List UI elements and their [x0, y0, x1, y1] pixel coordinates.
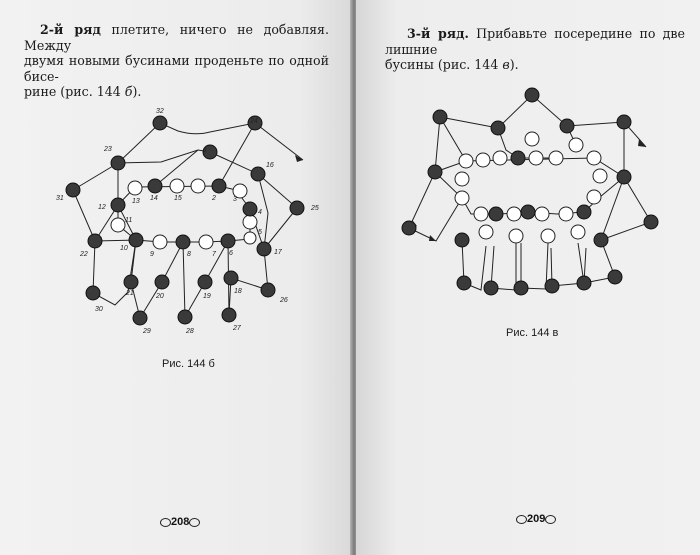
bead-label: 23: [104, 146, 112, 153]
paragraph-line: двумя новыми бусинами проденьте по одной бисе-: [24, 53, 329, 84]
bead-label: 3: [233, 196, 237, 203]
row-heading: 3-й ряд.: [407, 26, 469, 41]
bead-label: 16: [266, 162, 274, 169]
bead-label: 31: [56, 195, 64, 202]
bead-label: 2: [212, 195, 216, 202]
figure-ref: в: [502, 57, 510, 72]
bead-label: 27: [233, 325, 241, 332]
page-number: 209: [516, 513, 556, 525]
bead-label: 22: [80, 251, 88, 258]
figure-caption: Рис. 144 в: [506, 327, 559, 339]
paragraph-line: ).: [132, 84, 142, 99]
bead-label: 17: [274, 249, 282, 256]
ornament-icon: [545, 515, 556, 524]
bead-label: 32: [156, 108, 164, 115]
bead-label: 10: [120, 245, 128, 252]
bead-label: 9: [150, 251, 154, 258]
thread-lines: [409, 95, 651, 290]
bead-label: 11: [125, 217, 133, 224]
paragraph-line: рине (рис. 144: [24, 84, 125, 99]
figure-144v: [356, 0, 700, 555]
bead-label: 28: [186, 328, 194, 335]
bead-label: 7: [212, 251, 216, 258]
ornament-icon: [516, 515, 527, 524]
figure-caption: Рис. 144 б: [162, 358, 215, 370]
right-page: [356, 0, 700, 555]
paragraph-line: ).: [509, 57, 519, 72]
bead-label: 8: [187, 251, 191, 258]
bead-label: 12: [98, 204, 106, 211]
bead-label: 24: [250, 118, 258, 125]
bead-label: 15: [174, 195, 182, 202]
paragraph-line: Прибавьте посередине по две лишние: [385, 26, 685, 57]
bead-label: 18: [234, 288, 242, 295]
row-heading: 2-й ряд: [40, 22, 101, 37]
dark-beads: [66, 116, 304, 325]
bead-label: 5: [258, 229, 262, 236]
bead-label: 4: [258, 209, 262, 216]
ornament-icon: [189, 518, 200, 527]
bead-label: 6: [229, 250, 233, 257]
paragraph-line: плетите, ничего не добавляя. Между: [24, 22, 329, 53]
bead-label: 20: [156, 293, 164, 300]
bead-label: 21: [126, 290, 134, 297]
white-beads: [455, 132, 607, 243]
bead-label: 26: [280, 297, 288, 304]
ornament-icon: [160, 518, 171, 527]
bead-label: 14: [150, 195, 158, 202]
bead-label: 19: [203, 293, 211, 300]
bead-label: 1: [203, 147, 207, 154]
bead-label: 30: [95, 306, 103, 313]
paragraph-line: бусины (рис. 144: [385, 57, 503, 72]
figure-ref: б: [124, 84, 133, 99]
bead-label: 29: [143, 328, 151, 335]
bead-label: 25: [311, 205, 319, 212]
bead-label: 13: [132, 198, 140, 205]
dark-beads: [402, 88, 658, 295]
page-number: 208: [160, 516, 200, 528]
